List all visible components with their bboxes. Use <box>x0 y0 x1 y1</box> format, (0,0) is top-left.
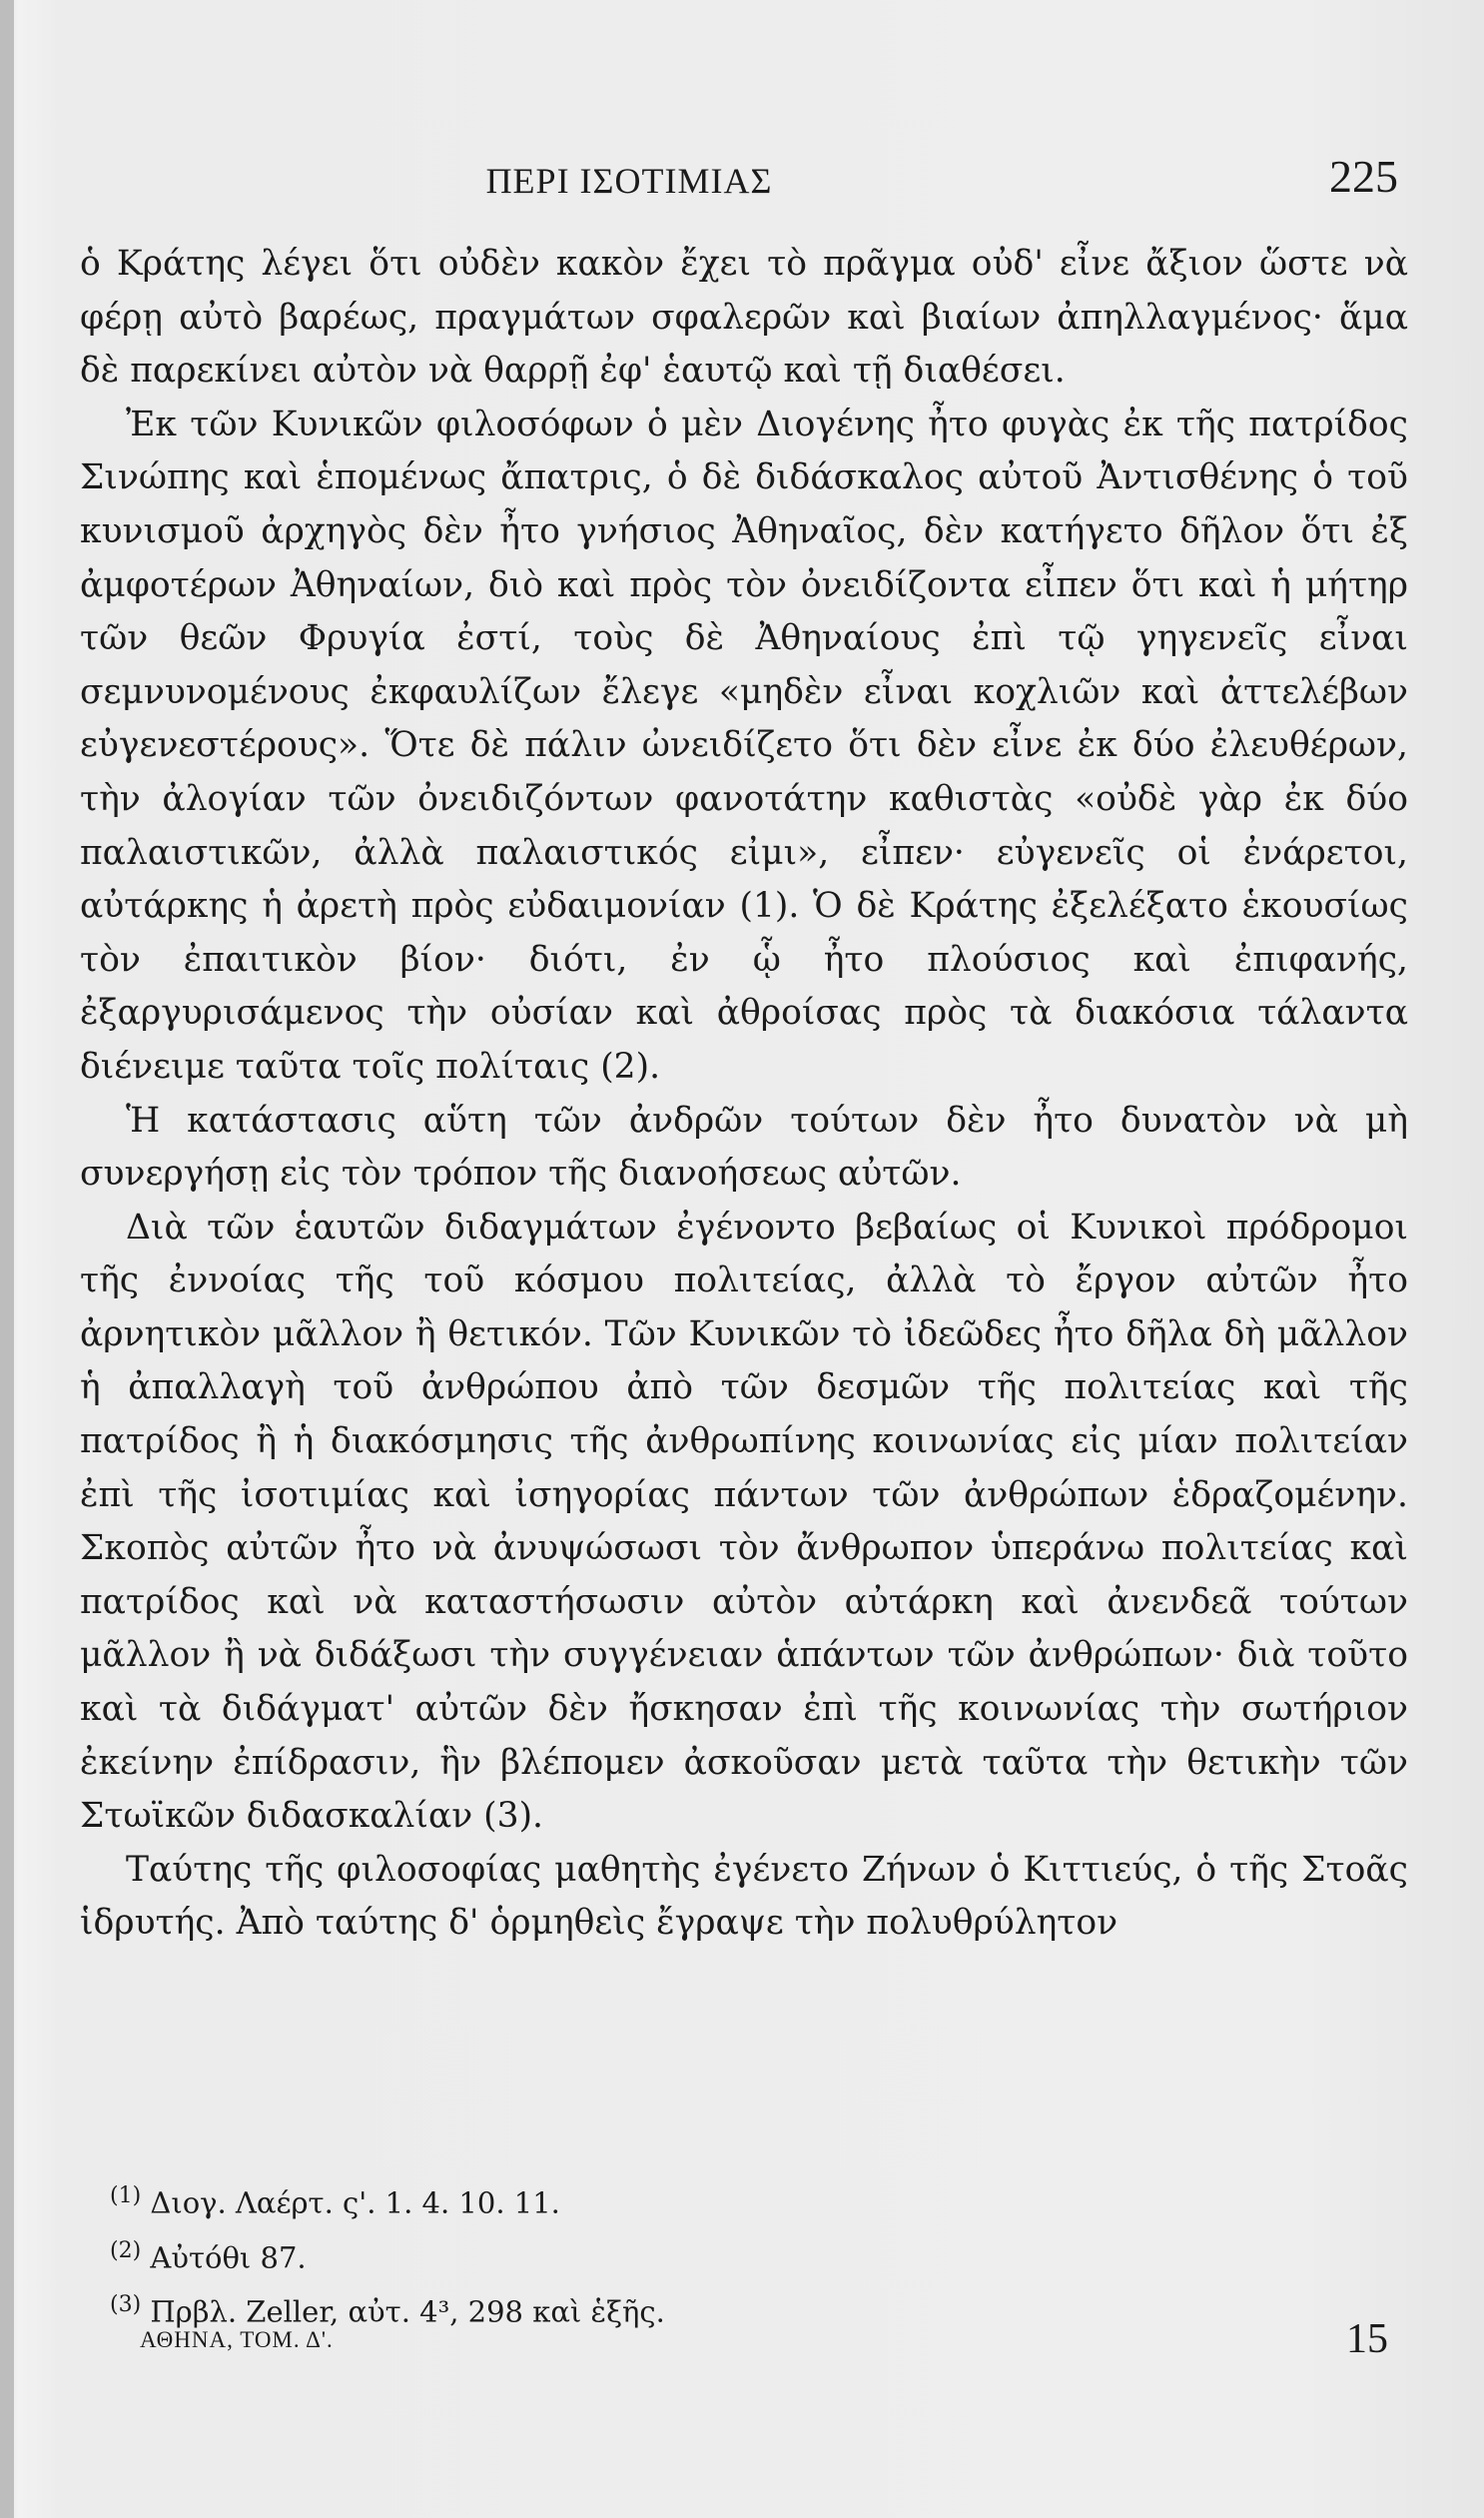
footnote-text: Αὐτόθι 87. <box>150 2240 307 2275</box>
footnote-text: Διογ. Λαέρτ. ς'. 1. 4. 10. 11. <box>150 2185 560 2220</box>
paragraph: Ταύτης τῆς φιλοσοφίας μαθητὴς ἐγένετο Ζήνων ὁ Κιττιεύς, ὁ τῆς Στοᾶς ἱδρυτής. Ἀπὸ ταύτης δ' ὁρμηθεὶς ἔγραψε τὴν πολυθρύλητον <box>80 1849 1408 1944</box>
body-text <box>80 238 1408 1951</box>
footnote <box>110 2227 1009 2282</box>
footnote-text: Πρβλ. Zeller, αὐτ. 4³, 298 καὶ ἑξῆς. <box>150 2294 665 2329</box>
footnote-mark: (3) <box>110 2292 142 2318</box>
page-spine-shadow <box>0 0 14 2518</box>
footnote-mark: (1) <box>110 2183 142 2208</box>
page-number: 225 <box>1329 151 1398 202</box>
footnote <box>110 2172 1009 2227</box>
sheet-number: 15 <box>1346 2316 1388 2362</box>
printer-signature: ΑΘΗΝΑ, ΤΟΜ. Δ'. <box>140 2327 334 2352</box>
footnote-mark: (2) <box>110 2237 142 2263</box>
footnotes <box>110 2172 1009 2336</box>
paragraph: Ἐκ τῶν Κυνικῶν φιλοσόφων ὁ μὲν Διογένης ἦτο φυγὰς ἐκ τῆς πατρίδος Σινώπης καὶ ἑπομένως ἄπατρις, ὁ δὲ διδάσκαλος αὐτοῦ Ἀντισθένης ὁ τοῦ κυνισμοῦ ἀρχηγὸς δὲν ἦτο γνήσιος Ἀθηναῖος, δὲν κατήγετο δῆλον ὅτι ἐξ ἀμφοτέρων Ἀθηναίων, διὸ καὶ πρὸς τὸν ὀνειδίζοντα εἶπεν ὅτι καὶ ἡ μήτηρ τῶν θεῶν Φρυγία ἐστί, τοὺς δὲ Ἀθηναίους ἐπὶ τῷ γηγενεῖς εἶναι σεμνυνομένους ἐκφαυλίζων ἔλεγε «μηδὲν εἶναι κοχλιῶν καὶ ἀττελέβων εὐγενεστέρους». Ὅτε δὲ πάλιν ὠνειδίζετο ὅτι δὲν εἶνε ἐκ δύο ἐλευθέρων, τὴν ἀλογίαν τῶν ὀνειδιζόντων φανοτάτην καθιστὰς «οὐδὲ γὰρ ἐκ δύο παλαιστικῶν, ἀλλὰ παλαιστικός εἰμι», εἶπεν· εὐγενεῖς οἱ ἐνάρετοι, αὐτάρκης ἡ ἀρετὴ πρὸς εὐδαιμονίαν (1). Ὁ δὲ Κράτης ἐξελέξατο ἑκουσίως τὸν ἐπαιτικὸν βίον· διότι, ἐν ᾧ ἦτο πλούσιος καὶ ἐπιφανής, ἐξαργυρισάμενος τὴν οὐσίαν καὶ ἀθροίσας πρὸς τὰ διακόσια τάλαντα διένειμε ταῦτα τοῖς πολίταις (2). <box>80 404 1408 1087</box>
page-footer <box>140 2315 1388 2375</box>
paragraph: Διὰ τῶν ἑαυτῶν διδαγμάτων ἐγένοντο βεβαίως οἱ Κυνικοὶ πρόδρομοι τῆς ἐννοίας τῆς τοῦ κόσμου πολιτείας, ἀλλὰ τὸ ἔργον αὐτῶν ἦτο ἀρνητικὸν μᾶλλον ἢ θετικόν. Τῶν Κυνικῶν τὸ ἰδεῶδες ἦτο δῆλα δὴ μᾶλλον ἡ ἀπαλλαγὴ τοῦ ἀνθρώπου ἀπὸ τῶν δεσμῶν τῆς πολιτείας καὶ τῆς πατρίδος ἢ ἡ διακόσμησις τῆς ἀνθρωπίνης κοινωνίας εἰς μίαν πολιτείαν ἐπὶ τῆς ἰσοτιμίας καὶ ἰσηγορίας πάντων τῶν ἀνθρώπων ἑδραζομένην. Σκοπὸς αὐτῶν ἦτο νὰ ἀνυψώσωσι τὸν ἄνθρωπον ὑπεράνω πολιτείας καὶ πατρίδος καὶ νὰ καταστήσωσιν αὐτὸν αὐτάρκη καὶ ἀνενδεᾶ τούτων μᾶλλον ἢ νὰ διδάξωσι τὴν συγγένειαν ἁπάντων τῶν ἀνθρώπων· διὰ τοῦτο καὶ τὰ διδάγματ' αὐτῶν δὲν ἤσκησαν ἐπὶ τῆς κοινωνίας τὴν σωτήριον ἐκείνην ἐπίδρασιν, ἣν βλέπομεν ἀσκοῦσαν μετὰ ταῦτα τὴν θετικὴν τῶν Στωϊκῶν διδασκαλίαν (3). <box>80 1207 1408 1837</box>
paragraph: ὁ Κράτης λέγει ὅτι οὐδὲν κακὸν ἔχει τὸ πρᾶγμα οὐδ' εἶνε ἄξιον ὥστε νὰ φέρῃ αὐτὸ βαρέως, πραγμάτων σφαλερῶν καὶ βιαίων ἀπηλλαγμένος· ἅμα δὲ παρεκίνει αὐτὸν νὰ θαρρῇ ἐφ' ἑαυτῷ καὶ τῇ διαθέσει. <box>80 244 1408 392</box>
page-header <box>130 150 1398 210</box>
paragraph: Ἡ κατάστασις αὕτη τῶν ἀνδρῶν τούτων δὲν ἦτο δυνατὸν νὰ μὴ συνεργήσῃ εἰς τὸν τρόπον τῆς διανοήσεως αὐτῶν. <box>80 1100 1408 1195</box>
running-title: ΠΕΡΙ ΙΣΟΤΙΜΙΑΣ <box>485 161 773 201</box>
